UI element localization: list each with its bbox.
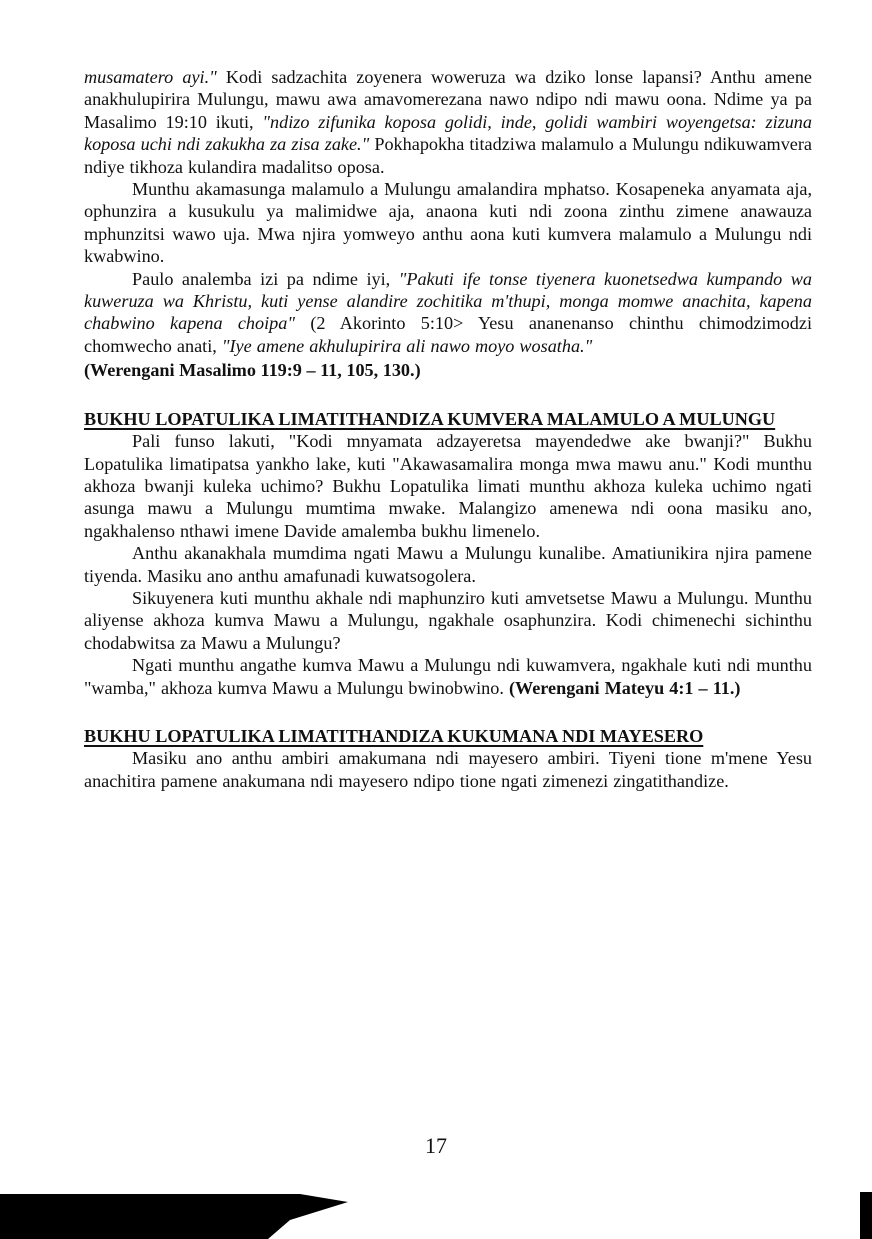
scripture-quote: "Iye amene akhulupirira ali nawo moyo wosatha.": [221, 335, 593, 356]
section-heading-temptation: BUKHU LOPATULIKA LIMATITHANDIZA KUKUMANA NDI MAYESERO: [84, 725, 704, 746]
paragraph-text: Pokhapokha titadziwa malamulo a Mulungu ndikuwamvera ndiye tikhoza kulandira madalitso oposa.: [84, 134, 812, 177]
page-number: 17: [425, 1133, 447, 1158]
reading-reference: (Werengani Mateyu 4:1 – 11.): [508, 677, 741, 698]
paragraph-ordinary: [84, 654, 812, 699]
scripture-quote: "Pakuti ife tonse tiyenera kuonetsedwa kumpando wa kuweruza wa Khristu, kuti yense alandire zochitika m'thupi, monga momwe anachita, kapena chabwino kapena choipa": [84, 268, 812, 334]
paragraph-understanding: Sikuyenera kuti munthu akhale ndi maphunziro kuti amvetsetse Mawu a Mulungu. Munthu aliyense akhoza kumva Mawu a Mulungu, ngakhale osaphunzira. Kodi chimenechi sichinthu chodabwitsa za Mawu a Mulungu?: [84, 587, 812, 653]
paragraph-text: Ngati munthu angathe kumva Mawu a Mulungu ndi kuwamvera, ngakhale kuti ndi munthu "wamba," akhoza kumva Mawu a Mulungu bwinobwino.: [84, 655, 812, 698]
paragraph-text: Paulo analemba izi pa ndime iyi,: [132, 268, 399, 289]
paragraph-darkness: Anthu akanakhala mumdima ngati Mawu a Mulungu kunalibe. Amatiunikira njira pamene tiyenda. Masiku ano anthu amafunadi kuwatsogolera.: [84, 543, 812, 586]
section-heading-obey: BUKHU LOPATULIKA LIMATITHANDIZA KUMVERA MALAMULO A MULUNGU: [84, 408, 776, 429]
paragraph-temptation: Masiku ano anthu ambiri amakumana ndi mayesero ambiri. Tiyeni tione m'mene Yesu anachitira pamene anakumana ndi mayesero ndipo tione ngati zimenezi zingatithandize.: [84, 748, 812, 791]
reading-reference: (Werengani Masalimo 119:9 – 11, 105, 130.): [84, 360, 421, 381]
paragraph-text: (2 Akorinto 5:10> Yesu ananenanso chinthu chimodzimodzi chomwecho anati,: [84, 313, 812, 356]
paragraph-intro: [84, 66, 812, 178]
paragraph-text: Kodi sadzachita zoyenera woweruza wa dziko lonse lapansi? Anthu amene anakhulupirira Mulungu, mawu awa amavomerezana nawo ndipo ndi mawu oona. Ndime ya pa Masalimo 19:10 ikuti,: [84, 67, 813, 132]
paragraph-gift: Munthu akamasunga malamulo a Mulungu amalandira mphatso. Kosapeneka anyamata aja, ophunzira a kusukulu ya malimidwe aja, anaona kuti ndi zoona zinthu zimene anawauza mphunzitsi wawo uja. Mwa njira yomweyo anthu aona kuti kumvera malamulo a Mulungu ndi kwabwino.: [84, 179, 812, 267]
page-content: [84, 66, 812, 792]
paragraph-paul: [84, 268, 812, 358]
scan-shadow-mark: [0, 1188, 350, 1239]
paragraph-question: Pali funso lakuti, "Kodi mnyamata adzayeretsa mayendedwe ake bwanji?" Bukhu Lopatulika limatipatsa yankho lake, kuti "Akawasamalira monga mwa mawu anu." Kodi munthu akhoza bwanji kuleka uchimo? Bukhu Lopatulika limati munthu akhoza kuleka uchimo ngati asunga mawu a Mulungu mumtima mwake. Malangizo amenewa ndi oona masiku ano, ngakhalenso nthawi imene Davide amalemba bukhu limenelo.: [84, 431, 812, 541]
scan-edge-bar: [860, 1192, 872, 1239]
italic-text: musamatero ayi.": [84, 67, 217, 87]
scripture-quote: "ndizo zifunika koposa golidi, inde, golidi wambiri woyengetsa: zizuna koposa uchi ndi zakukha za zisa zake.": [84, 111, 812, 155]
